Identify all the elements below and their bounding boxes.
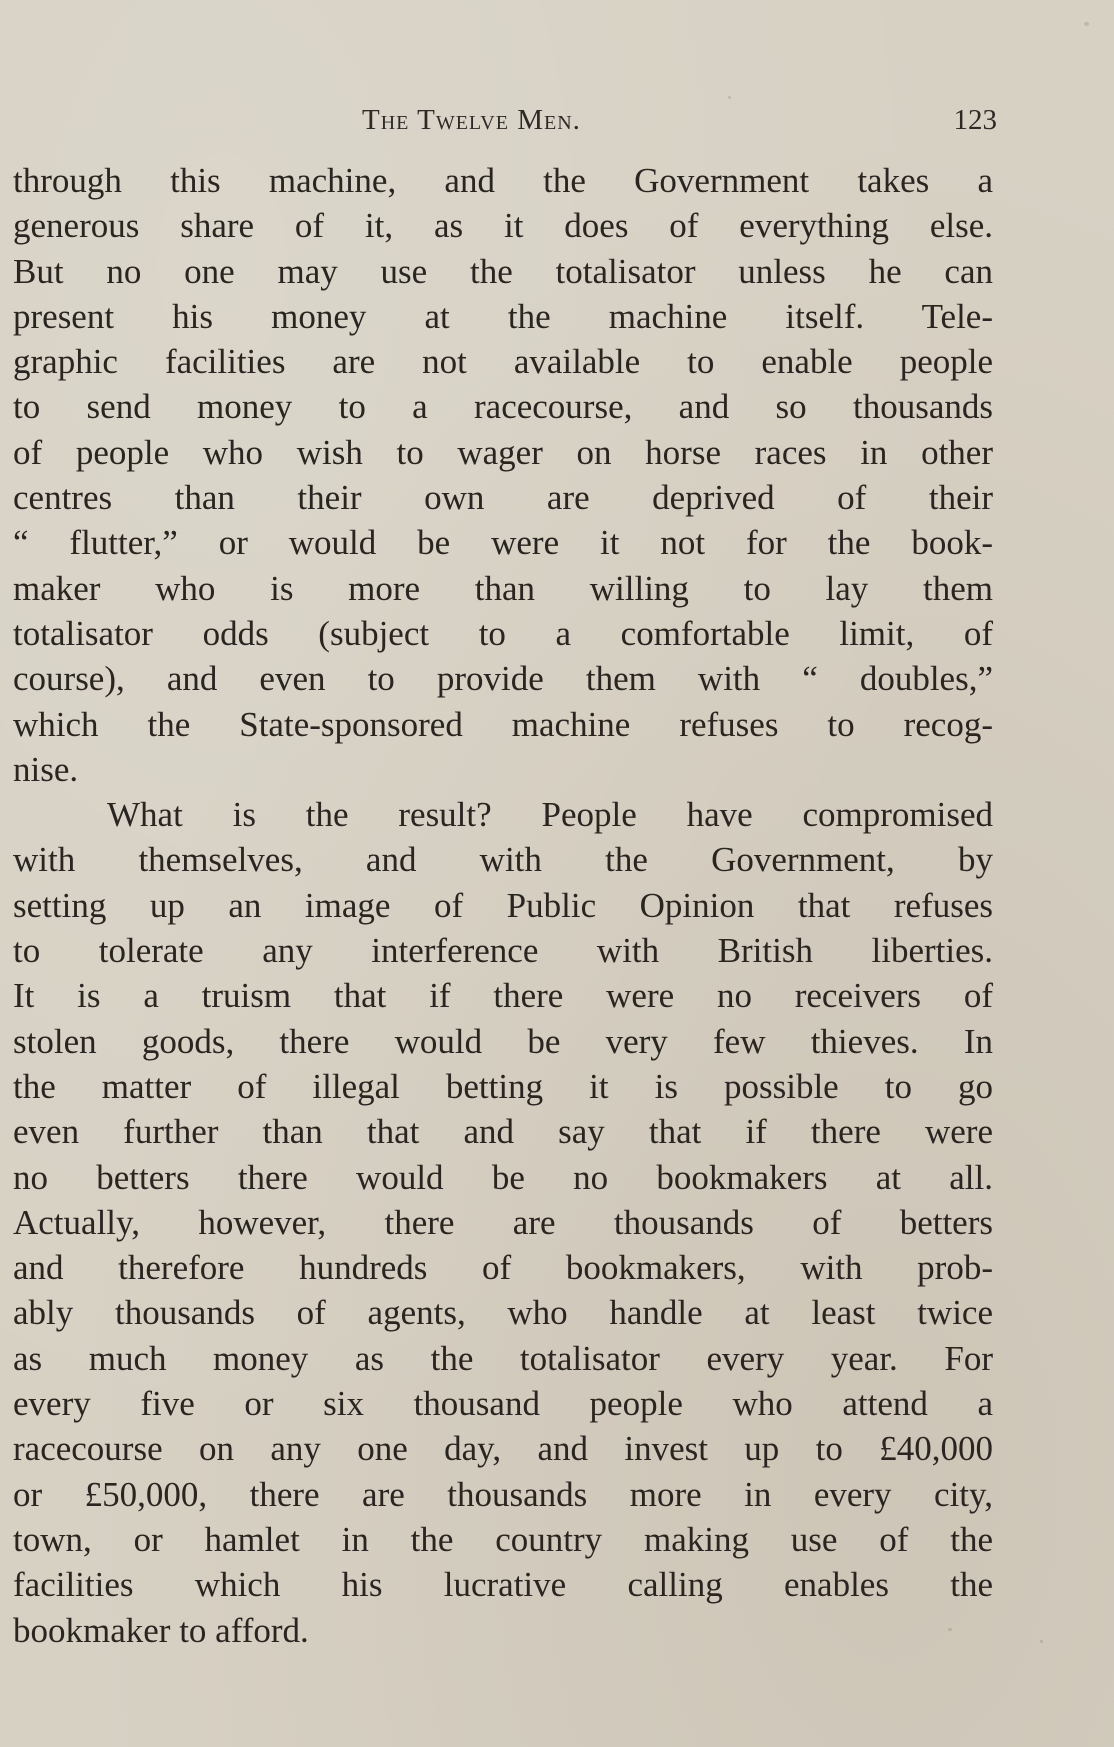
paper-speck	[1084, 22, 1089, 26]
text-line: town, or hamlet in the country making use of the	[13, 1519, 993, 1559]
text-line: even further than that and say that if there were	[13, 1112, 993, 1152]
text-line: facilities which his lucrative calling enables the	[13, 1565, 993, 1605]
text-line: as much money as the totalisator every year. For	[13, 1338, 993, 1378]
text-line: It is a truism that if there were no receivers of	[13, 976, 993, 1016]
text-line: centres than their own are deprived of their	[13, 478, 993, 518]
text-line: nise.	[13, 749, 79, 789]
text-line: or £50,000, there are thousands more in every city,	[13, 1474, 993, 1514]
paragraph-start-line: What is the result? People have compromised	[107, 795, 993, 835]
paper-speck	[728, 96, 731, 99]
text-line: through this machine, and the Government takes a	[13, 161, 993, 200]
text-line: with themselves, and with the Government, by	[13, 840, 993, 880]
text-line: and therefore hundreds of bookmakers, with prob-	[13, 1248, 993, 1288]
text-line: maker who is more than willing to lay them	[13, 568, 993, 608]
text-line: racecourse on any one day, and invest up to £40,000	[13, 1429, 993, 1469]
running-title: The Twelve Men.	[362, 104, 581, 136]
text-line: every five or six thousand people who attend a	[13, 1384, 993, 1424]
text-line: setting up an image of Public Opinion that refuses	[13, 885, 993, 925]
text-line: of people who wish to wager on horse races in other	[13, 432, 993, 472]
text-line: Actually, however, there are thousands of betters	[13, 1202, 993, 1242]
page-number: 123	[953, 104, 997, 136]
text-line: graphic facilities are not available to enable people	[13, 342, 993, 382]
paper-speck	[948, 1628, 952, 1631]
text-line: the matter of illegal betting it is possible to go	[13, 1066, 993, 1106]
text-line: “ flutter,” or would be were it not for the book-	[13, 523, 993, 563]
text-line: to send money to a racecourse, and so thousands	[13, 387, 993, 427]
text-line: no betters there would be no bookmakers at all.	[13, 1157, 993, 1197]
text-line: course), and even to provide them with “ doubles,”	[13, 659, 993, 699]
running-head	[0, 100, 1114, 140]
text-line: ably thousands of agents, who handle at least twice	[13, 1293, 993, 1333]
text-line: which the State-sponsored machine refuses to recog-	[13, 704, 993, 744]
text-line: generous share of it, as it does of everything else.	[13, 206, 993, 246]
text-line: to tolerate any interference with British liberties.	[13, 931, 993, 971]
paper-speck	[1040, 1640, 1043, 1643]
text-line: totalisator odds (subject to a comfortable limit, of	[13, 613, 993, 653]
text-line: present his money at the machine itself. Tele-	[13, 296, 993, 336]
text-line: stolen goods, there would be very few thieves. In	[13, 1021, 993, 1061]
body-text	[13, 158, 993, 1653]
text-line: bookmaker to afford.	[13, 1610, 309, 1650]
text-line: But no one may use the totalisator unless he can	[13, 251, 993, 291]
